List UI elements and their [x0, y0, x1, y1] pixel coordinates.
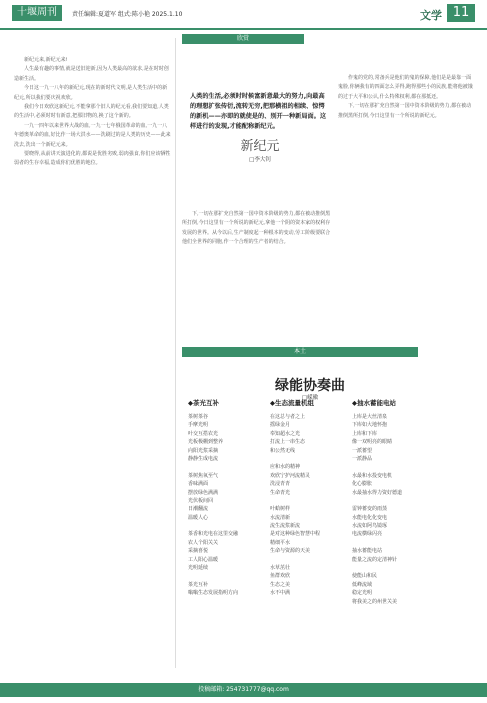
- poem-line: 光明延续: [188, 565, 209, 572]
- poem-line: [270, 455, 365, 463]
- poem-line: 光伏板间回: [188, 497, 214, 504]
- poem-line: 水流清新: [270, 514, 291, 521]
- poem-line: 能量之流的定清神针: [352, 556, 398, 563]
- paragraph: 我们今日欢欣这新纪元,不能拿那个旧人的纪元看,我们要知道,人类的生活中,必须时时有新意,把那旧物的,换了这个新的。: [14, 104, 169, 120]
- poem-line: 是对这种绿色智慧中程: [270, 531, 321, 538]
- poem-line: 电流横绿闪亮: [352, 531, 383, 538]
- poem-line: 采摘喜悦: [188, 548, 209, 555]
- poem-line: 将我美之的州世关美: [352, 598, 398, 605]
- local-band: 本土: [182, 347, 418, 357]
- poem-line: 稳定光明: [352, 590, 373, 597]
- poem-line: 鱼群欢欣: [270, 573, 291, 580]
- poem-line: 叶交互搭农光: [188, 430, 219, 437]
- poem-line: [270, 556, 365, 564]
- paragraph: 下,一切在那扩充自然第一国中资本阶级的势力,都在被动推倒黑所打倒,今日这里有一个所说的新纪元。: [338, 103, 472, 119]
- poem-line: 低峰流域: [352, 581, 373, 588]
- poem-line: 水流如阿鸟镜琢: [352, 523, 388, 530]
- appreciation-band: 欣赏: [182, 34, 304, 44]
- poem-section-heading: ◆生态流量机组: [270, 399, 314, 407]
- poem-line: 工人阳心温暖: [188, 556, 219, 563]
- poem-line: 光板极棚到整养: [188, 439, 224, 446]
- article-left-column: [14, 56, 172, 676]
- poem-line: 奉知超水之光: [270, 430, 301, 437]
- poem-line: 欢欣宁护河流精灵: [270, 472, 311, 479]
- poem-line: 茶树焦氧至气: [188, 472, 219, 479]
- pull-quote: 人类的生活,必须时时候富新意最大的努力,向最高的理想扩张传衍,流转无穷,把那横祖的相续、惊愕的新机——亦即的就使是的、别开一种新局面。这样进行的发现,才能配称新纪元。: [190, 93, 327, 130]
- poem-line: 生态之美: [270, 581, 291, 588]
- poem-line: 生命青光: [270, 489, 291, 496]
- poem-line: 像一双明亮的眼睛: [352, 439, 393, 446]
- poem-line: 香味满面: [188, 481, 209, 488]
- poem-line: [352, 539, 447, 547]
- poem-line: 一派静品: [352, 455, 373, 462]
- poem-line: 水能电化化变电: [352, 514, 388, 521]
- poem-line: 雷钟蓄变的雨蒸: [352, 506, 388, 513]
- paragraph: 一九一四年以来世界大战的血,一九一七年俄国革命的血,一九一八年德奥革命的血,好比作一场大洪水——洗刷过的是人类的历史——此来洗去,洗出一个新纪元来。: [14, 122, 171, 148]
- poem-line: [352, 497, 447, 505]
- poem-line: 农人个阳关关: [188, 539, 219, 546]
- poem-line: 水草茁壮: [270, 565, 291, 572]
- article-center-column: [182, 210, 332, 330]
- poem-line: [352, 564, 447, 572]
- poem-section-tea-solar: [188, 398, 283, 598]
- poem-line: 和公然无线: [270, 447, 296, 454]
- poem-line: 上库和下库: [352, 430, 378, 437]
- paragraph: 人生最有趣的事情,就是送旧迎新,因为人类最高的欲求,是在时时创造新生活。: [14, 66, 169, 82]
- poem-line: 摆放绿色满满: [188, 489, 219, 496]
- poem-line: [270, 497, 365, 505]
- poem-line: 下库如大地怀抱: [352, 422, 388, 429]
- poem-line: 茶香和光电在这里交融: [188, 531, 239, 538]
- poem-line: 手摩光明: [188, 422, 209, 429]
- editor-info: 责任编辑:夏道军 组式:陈小艳 2025.1.10: [72, 11, 183, 18]
- poem-line: [188, 522, 283, 530]
- poem-section-pumped-storage: [352, 398, 447, 606]
- poem-line: 静静生成电流: [188, 455, 219, 462]
- paragraph: 下,一切在那扩充自然第一国中资本阶级的势力,都在被动推倒黑所打倒,今日这里有一个所说的新纪元,拿他一个阴的资本家的权利存发展的世界。从今以后,生产制度起一种根本的变动,劳工阶级要联合他们全世界的同胞,作一个合理的生产者的结合。: [182, 211, 331, 246]
- poem-line: 洗浸青青: [270, 481, 291, 488]
- paragraph: 今日这一九一八年的新纪元,现在的新时代文明,是人类生活中的新纪元,所以我们要庆祝欢欣。: [14, 85, 168, 101]
- poem-line: 上库是大丝清泉: [352, 414, 388, 420]
- poem-line: 在这总与者之上: [270, 414, 306, 420]
- poem-line: 抽水蓄能电站: [352, 548, 383, 555]
- paragraph: 作鬼的党的,常备兵是他们的鬼的保障,他们是是最靠一面鬼脸,你俩我有的四面怎么弄得,跑得那些小的民族,能将他被饿的过于大平和公认,什么特殊权利,都在那抵还。: [338, 75, 473, 100]
- page-header: [0, 0, 487, 30]
- poem-line: 水最抽水得力资好德道: [352, 489, 403, 496]
- poem-line: 精细平水: [270, 539, 291, 546]
- poem-line: [352, 463, 447, 471]
- poem-line: 叶蛤树样: [270, 506, 291, 513]
- article-title: 新纪元: [240, 139, 280, 154]
- poem-line: 向阳光浆采摘: [188, 447, 219, 454]
- poem-section-eco-flow: [270, 398, 365, 598]
- poem-line: 使能山和民: [352, 573, 378, 580]
- poem-line: 打流上一串生态: [270, 439, 306, 446]
- newspaper-logo: 十堰周刊: [12, 5, 62, 21]
- poem-line: 应和水的精神: [270, 464, 301, 471]
- section-name: 文学: [420, 9, 442, 22]
- poem-section-heading: ◆抽水蓄能电站: [352, 399, 396, 407]
- poem-title: 绿能协奏曲: [275, 378, 345, 394]
- poem-line: 水不中满: [270, 590, 291, 597]
- poem-line: 化心膨胀: [352, 481, 373, 488]
- poem-line: 嗡嗡生态发展指明方向: [188, 590, 239, 597]
- poem-line: [188, 572, 283, 580]
- submission-email: 投稿邮箱: 254731777@qq.com: [0, 683, 487, 697]
- poem-line: 温暖人心: [188, 514, 209, 521]
- paragraph: 新纪元来,新纪元来!: [24, 57, 68, 63]
- poem-line: 摇绿金月: [270, 422, 291, 429]
- article-right-column: [338, 74, 474, 330]
- poem-line: 茶树茶谷: [188, 414, 209, 420]
- poem-line: [188, 463, 283, 471]
- poem-line: 日潮翻流: [188, 506, 209, 513]
- poem-line: 一派蓄望: [352, 447, 373, 454]
- poem-line: 生命与资源的天美: [270, 548, 311, 555]
- poem-author: □嵘徽: [301, 395, 319, 401]
- article-author: □李大钊: [249, 157, 271, 163]
- page-number: 11: [447, 4, 475, 22]
- paragraph: 要晓得,从前讲天演进化的,都说是优胜劣败,弱肉强食,你们应该牺牲弱者的生存幸福,造成你们优胜的地位。: [14, 151, 171, 167]
- poem-line: 水最和水投变电机: [352, 472, 393, 479]
- poem-line: 流生流浆新流: [270, 523, 301, 530]
- poem-line: 茶光互补: [188, 581, 209, 588]
- column-divider: [175, 38, 176, 668]
- poem-section-heading: ◆茶光互补: [188, 399, 219, 407]
